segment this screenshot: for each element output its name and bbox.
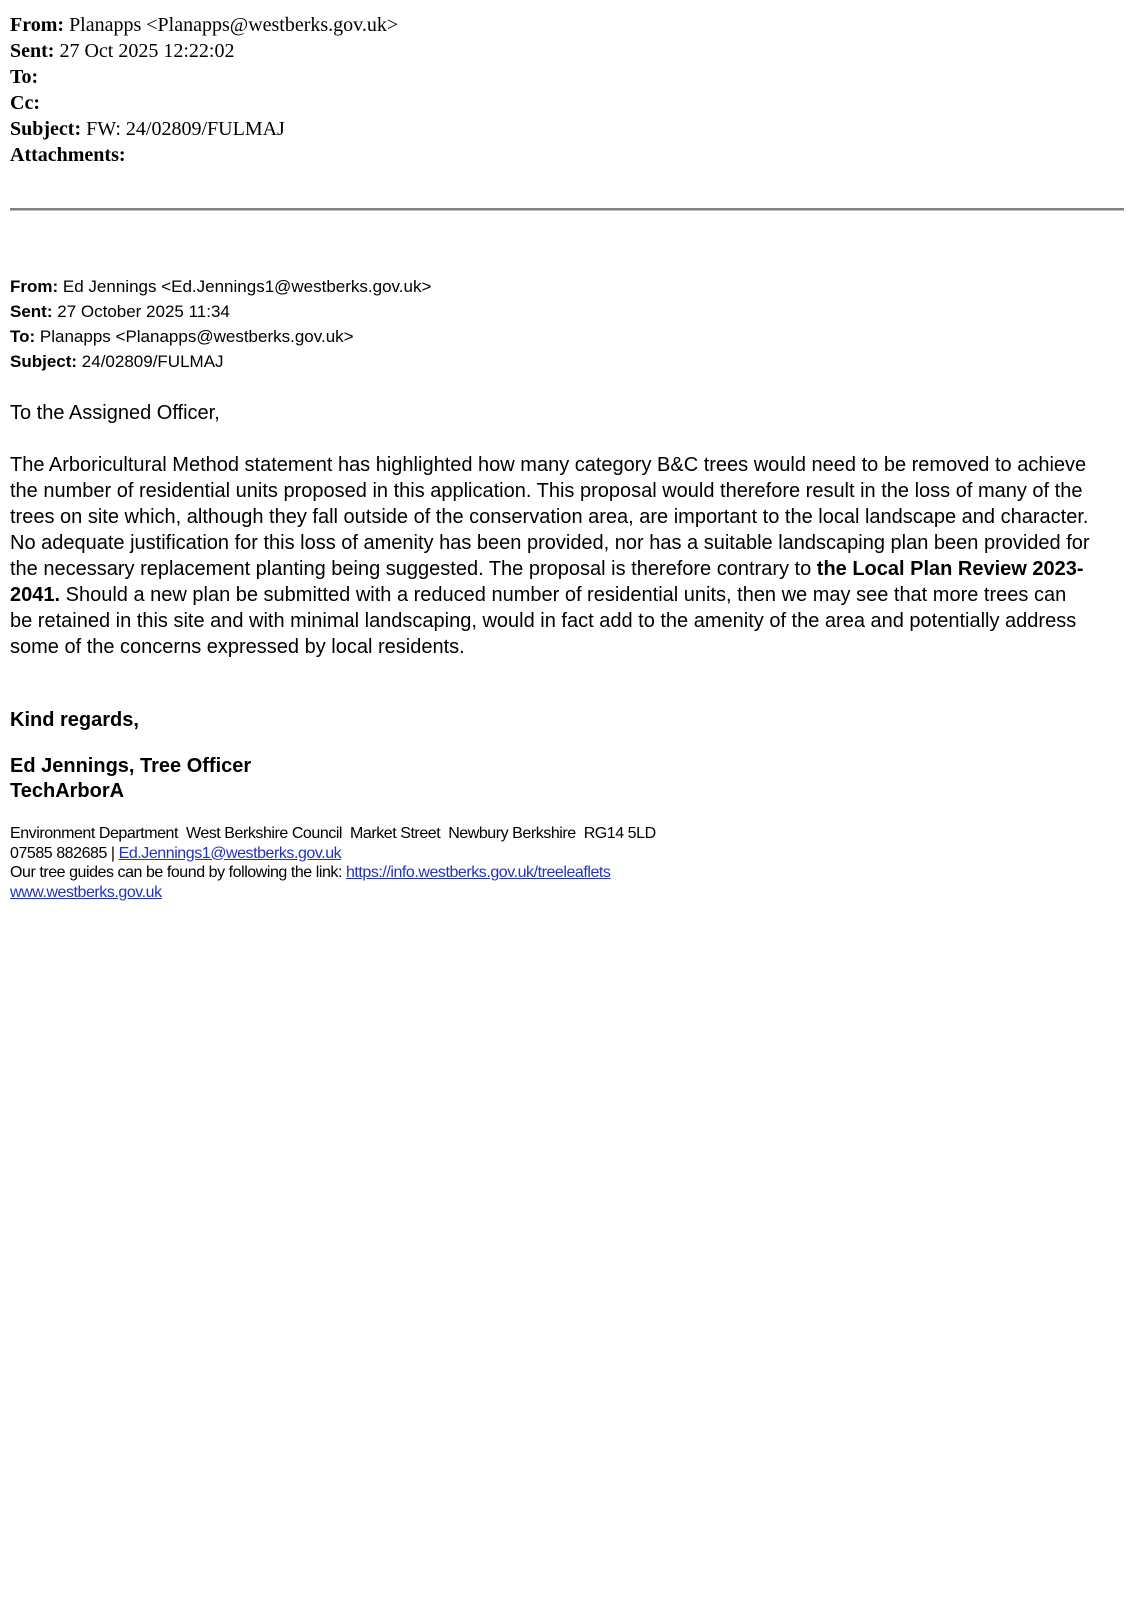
- closing-line: Kind regards,: [10, 709, 139, 731]
- from-value: Planapps <Planapps@westberks.gov.uk>: [69, 14, 399, 36]
- to-label: To:: [10, 66, 39, 88]
- inner-sent-label: Sent:: [10, 302, 53, 321]
- signature-block: [10, 824, 1092, 902]
- paragraph-text-after: Should a new plan be submitted with a reduced number of residential units, then we may see that more trees can be retained in this site and with minimal landscaping, would in fact add to the amenity of the area and potentially address some of the concerns expressed by local residents.: [10, 584, 1077, 658]
- sent-label: Sent:: [10, 40, 55, 62]
- paragraph-bold-phrase: the Local Plan Review 2023-2041.: [10, 558, 1084, 606]
- header-subject-row: [10, 116, 1092, 142]
- signoff-org: TechArborA: [10, 780, 125, 802]
- cc-label: Cc:: [10, 92, 40, 114]
- inner-from-label: From:: [10, 277, 59, 296]
- inner-to-label: To:: [10, 327, 36, 346]
- paragraph-text-before: The Arboricultural Method statement has highlighted how many category B&C trees would need to be removed to achieve the number of residential units proposed in this application. This proposal would therefore result in the loss of many of the trees on site which, although they fall outside of the conservation area, are important to the local landscape and character. No adequate justification for this loss of amenity has been provided, nor has a suitable landscaping plan been provided for the necessary replacement planting being suggested. The proposal is therefore contrary to: [10, 454, 1090, 580]
- signature-website-row: [10, 883, 1092, 903]
- header-to-row: [10, 64, 1092, 90]
- tree-guides-link[interactable]: https://info.westberks.gov.uk/treeleaflets: [345, 864, 611, 881]
- inner-subject-row: [10, 349, 1092, 374]
- signature-address: Environment Department West Berkshire Council Market Street Newbury Berkshire RG14 5LD: [10, 825, 656, 842]
- signature-phone: 07585 882685 |: [10, 844, 119, 862]
- attachments-label: Attachments:: [10, 144, 126, 166]
- signoff-block: [10, 754, 1092, 804]
- inner-from-row: [10, 274, 1092, 299]
- inner-to-row: [10, 324, 1092, 349]
- inner-sent-value: 27 October 2025 11:34: [57, 302, 230, 321]
- header-from-row: [10, 12, 1092, 38]
- from-label: From:: [10, 14, 65, 36]
- header-sent-row: [10, 38, 1092, 64]
- council-website-link[interactable]: www.westberks.gov.uk: [10, 883, 162, 901]
- subject-label: Subject:: [10, 118, 82, 140]
- email-body-paragraph: [10, 452, 1092, 660]
- header-cc-row: [10, 90, 1092, 116]
- message-divider: [10, 208, 1124, 211]
- signature-guides-row: [10, 863, 1092, 883]
- salutation: To the Assigned Officer,: [10, 402, 220, 424]
- original-email-header: [10, 274, 1092, 374]
- forwarded-email-header: [10, 12, 1092, 168]
- inner-subject-label: Subject:: [10, 352, 78, 371]
- inner-sent-row: [10, 299, 1092, 324]
- subject-value: FW: 24/02809/FULMAJ: [86, 118, 285, 140]
- inner-from-value: Ed Jennings <Ed.Jennings1@westberks.gov.uk>: [62, 277, 432, 296]
- inner-to-value: Planapps <Planapps@westberks.gov.uk>: [39, 327, 354, 346]
- inner-subject-value: 24/02809/FULMAJ: [81, 352, 224, 371]
- email-address-link[interactable]: Ed.Jennings1@westberks.gov.uk: [118, 844, 342, 862]
- signoff-name: Ed Jennings, Tree Officer: [10, 755, 252, 777]
- tree-guides-text: Our tree guides can be found by following the link:: [10, 864, 346, 881]
- signature-contact-row: [10, 844, 1092, 864]
- sent-value: 27 Oct 2025 12:22:02: [59, 40, 235, 62]
- header-attachments-row: [10, 142, 1092, 168]
